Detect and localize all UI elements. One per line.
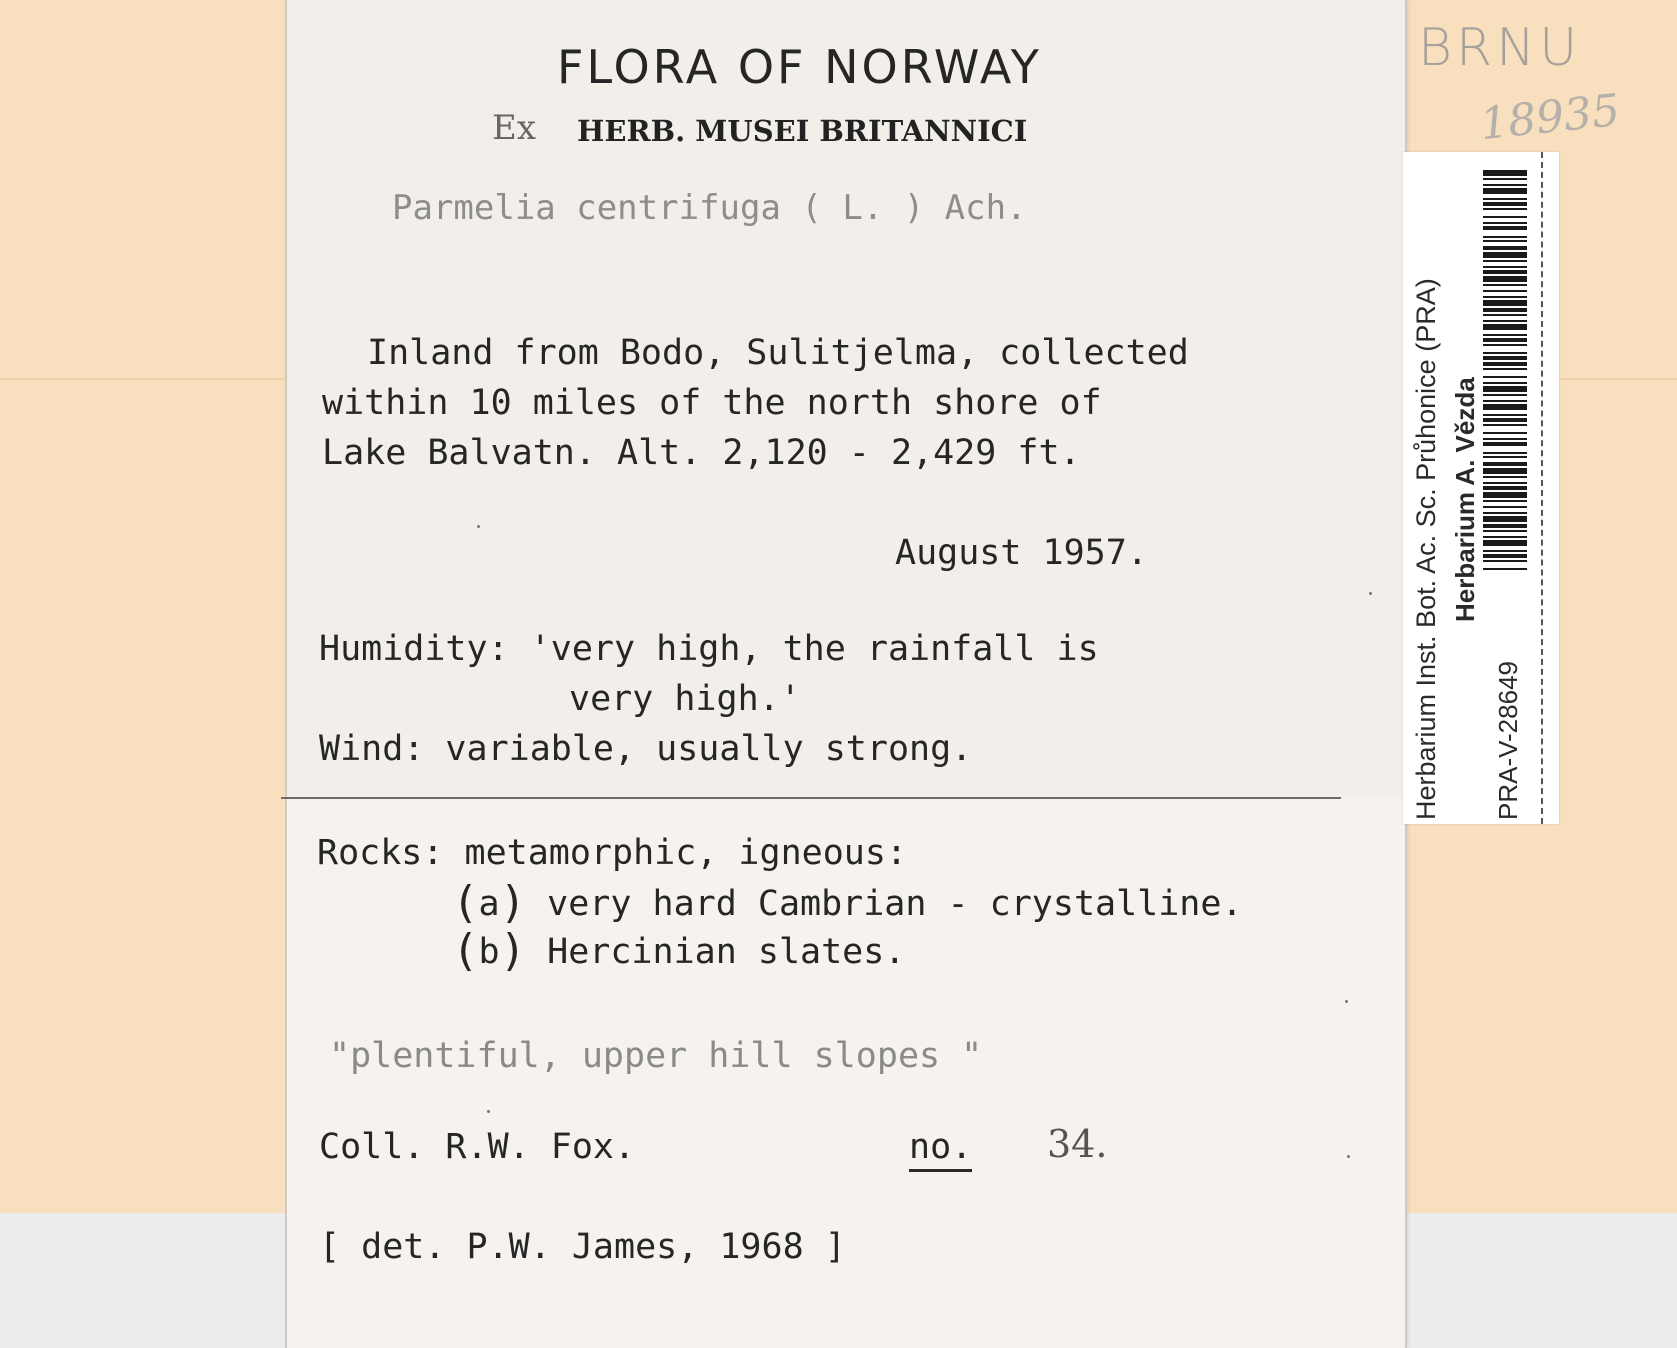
collector: Coll. R.W. Fox. [319,1127,636,1167]
humidity-line: very high.' [569,679,801,719]
habitat-note: "plentiful, upper hill slopes " [329,1036,983,1076]
label-title: FLORA OF NORWAY [557,40,1042,94]
collection-date: August 1957. [895,533,1148,573]
rock-item-text: very hard Cambrian - crystalline. [526,884,1243,924]
paper-speck [487,1110,490,1113]
label-divider [281,797,1341,799]
number-label [909,1122,972,1172]
locality-line: Inland from Bodo, Sulitjelma, collected [367,333,1189,373]
locality-line: Lake Balvatn. Alt. 2,120 - 2,429 ft. [322,433,1081,473]
rocks-line: Rocks: metamorphic, igneous: [317,833,908,873]
humidity-line: Humidity: 'very high, the rainfall is [319,629,1099,669]
barcode-label [1403,152,1559,824]
institution-text: Herbarium Inst. Bot. Ac. Sc. Průhonice (PRA) [1411,278,1441,820]
wind-line: Wind: variable, usually strong. [319,729,973,769]
rock-item-b: (b) Hercinian slates. [452,925,906,976]
collection-text: Herbarium A. Vězda [1450,377,1480,622]
taxon-name: Parmelia centrifuga ( L. ) Ach. [392,188,1027,228]
number-label-text: no. [909,1127,972,1172]
locality-line: within 10 miles of the north shore of [322,383,1102,423]
paper-speck [477,525,480,528]
paper-speck [1345,1000,1348,1003]
specimen-label [285,0,1407,1348]
herbarium-ex: Ex [492,108,536,148]
determination: [ det. P.W. James, 1968 ] [319,1227,846,1267]
paper-speck [1347,1155,1350,1158]
rock-item-letter: b [478,932,500,972]
herbarium-code-handwritten: BRNU [1418,18,1582,78]
collection-number: 34. [1047,1122,1108,1166]
barcode [1483,170,1527,572]
cut-line [1541,152,1543,824]
accession-number-handwritten: 18935 [1477,84,1623,151]
specimen-id: PRA-V-28649 [1493,661,1523,820]
paper-speck [1369,592,1372,595]
rock-item-text: Hercinian slates. [526,932,906,972]
rock-item-a: (a) very hard Cambrian - crystalline. [452,877,1243,928]
rock-item-letter: a [478,884,500,924]
herbarium-name: HERB. MUSEI BRITANNICI [577,114,1028,148]
